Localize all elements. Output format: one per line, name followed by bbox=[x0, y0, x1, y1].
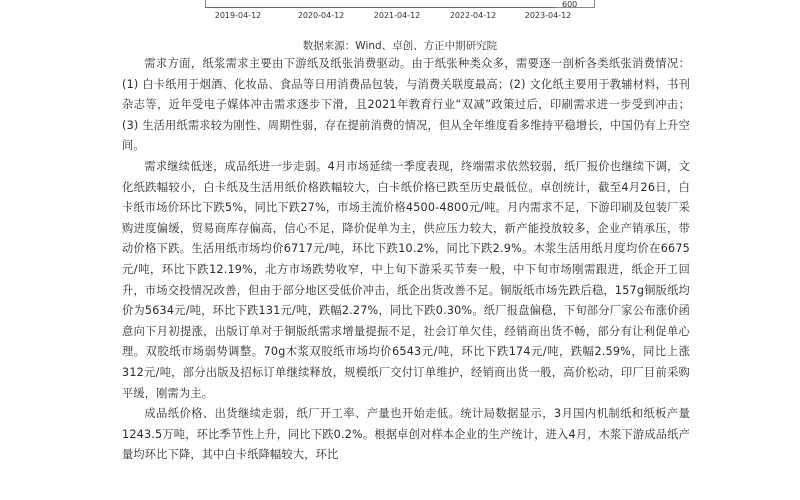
paragraph-demand-overview: 需求方面，纸浆需求主要由下游纸及纸张消费驱动。由于纸张种类众多，需要逐一剖析各类纸张消费情况：(1) 白卡纸用于烟酒、化妆品、食品等日用消费品包装，与消费关联度最高；(2) 文化纸主要用于教辅材料，书刊杂志等，近年受电子媒体冲击需求逐步下滑，且2021年教育行业“双减”政策过后，印刷需求进一步受到冲击；(3) 生活用纸需求较为刚性、周期性弱，存在提前消费的情况，但从全年维度看多维持平稳增长，中国仍有上升空间。 bbox=[122, 57, 690, 153]
x-tick-label: 2019-04-12 bbox=[214, 11, 262, 20]
x-tick-label: 2021-04-12 bbox=[373, 11, 421, 20]
x-tick-label: 2022-04-12 bbox=[449, 11, 497, 20]
x-tick-label: 2023-04-12 bbox=[524, 11, 572, 20]
paragraph-output-decline: 成品纸价格、出货继续走弱，纸厂开工率、产量也开始走低。统计局数据显示，3月国内机制纸和纸板产量1243.5万吨，环比季节性上升，同比下跌0.2%。根据卓创对样本企业的生产统计，进入4月，木浆下游成品纸产量均环比下降，其中白卡纸降幅较大，环比 bbox=[122, 407, 690, 462]
chart-x-axis bbox=[205, 7, 555, 8]
body-text bbox=[122, 54, 690, 466]
data-source-caption: 数据来源：Wind、卓创、方正中期研究院 bbox=[302, 40, 498, 52]
x-tick-label: 2020-04-12 bbox=[297, 11, 345, 20]
paragraph-demand-weak: 需求继续低迷，成品纸进一步走弱。4月市场延续一季度表现，终端需求依然较弱，纸厂报价也继续下调，文化纸跌幅较小，白卡纸及生活用纸价格跌幅较大，白卡纸价格已跌至历史最低位。卓创统计，截至4月26日，白卡纸市场价环比下跌5%，同比下跌27%，市场主流价格4500-4800元/吨。月内需求不足，下游印刷及包装厂采购进度偏缓，贸易商库存偏高，信心不足，降价促单为主，供应压力较大，新产能投放较多，企业产销承压，带动价格下跌。生活用纸市场均价6717元/吨，环比下跌10.2%，同比下跌2.9%。木浆生活用纸月度均价在6675元/吨，环比下跌12.19%，北方市场跌势收窄，中上旬下游采买节奏一般，中下旬市场刚需跟进，纸企开工回升，市场交投情况改善，但由于部分地区受低价冲击，纸企出货改善不足。铜版纸市场先跌后稳，157g铜版纸均价为5634元/吨，环比下跌131元/吨，跌幅2.27%，同比下跌0.30%。纸厂报盘偏稳，下旬部分厂家公布涨价函意向下月初提涨，出版订单对于铜版纸需求增量提振不足，社会订单欠佳，经销商出货不畅，部分有让利促单心理。双胶纸市场弱势调整。70g木浆双胶纸市场均价6543元/吨，环比下跌174元/吨，跌幅2.59%，同比上涨312元/吨，部分出版及招标订单继续释放，规模纸厂交付订单维护，经销商出货一般，高价松动，印厂目前采购平缓，刚需为主。 bbox=[122, 159, 690, 400]
right-axis-value: 600 bbox=[562, 0, 578, 9]
